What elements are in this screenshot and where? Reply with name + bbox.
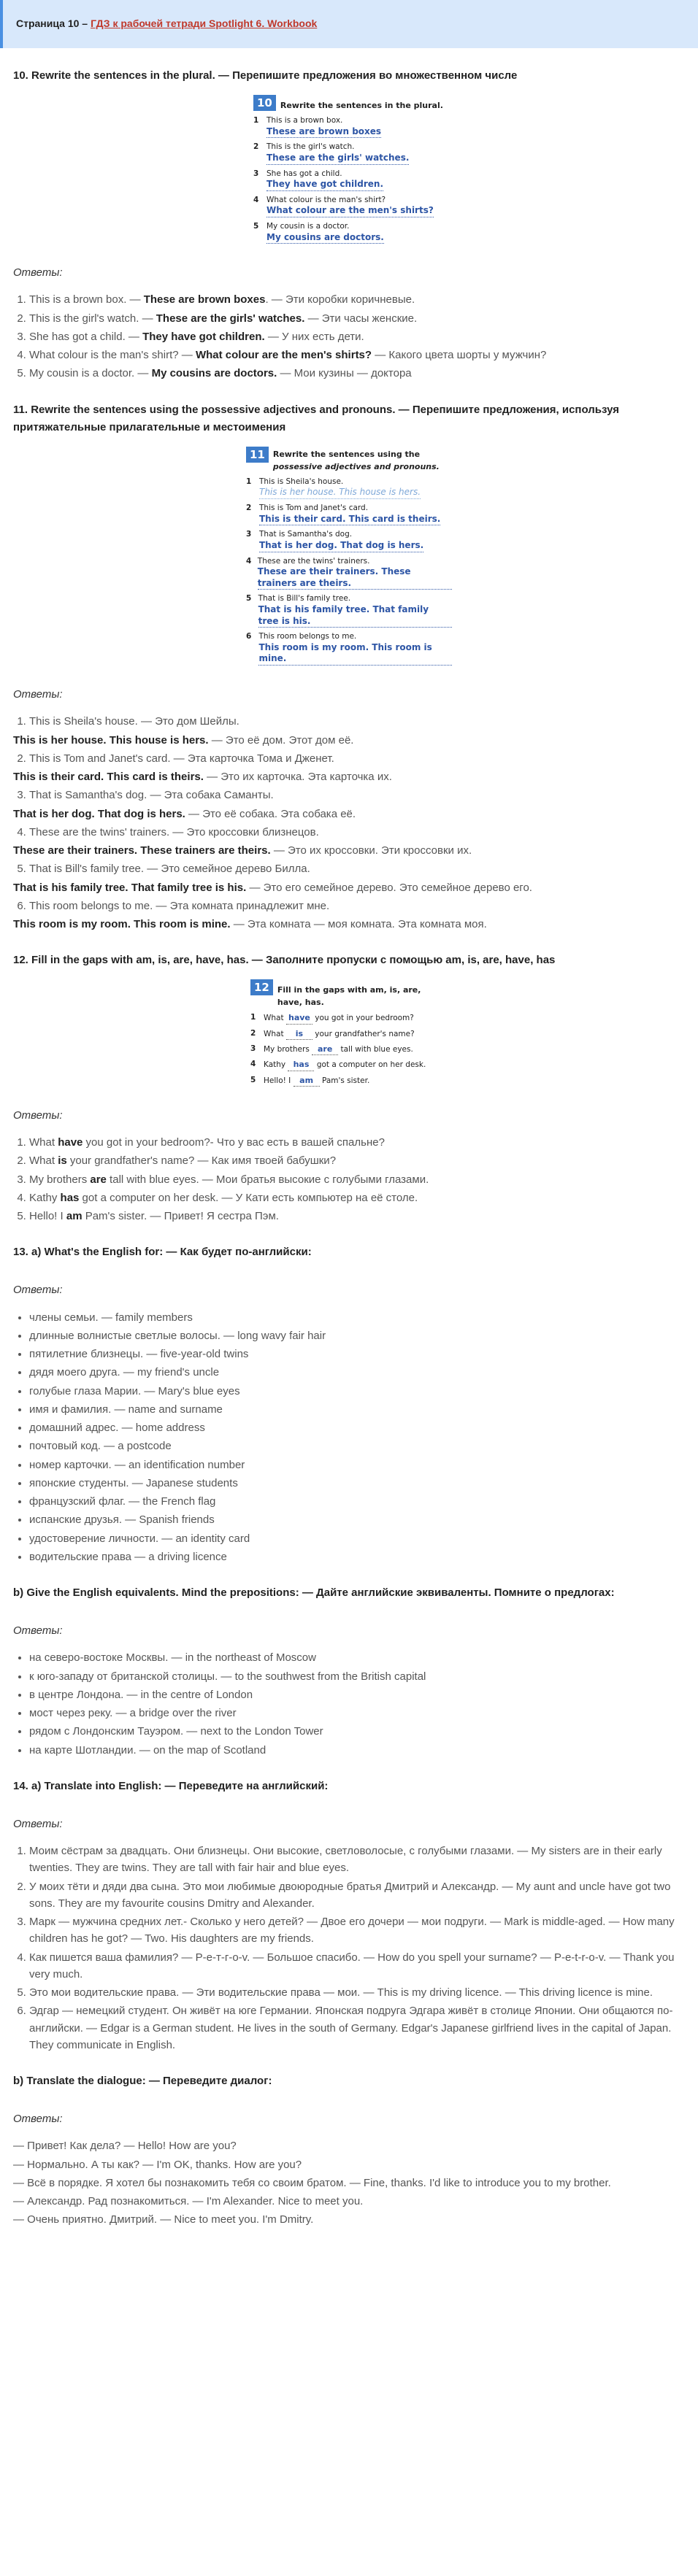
exercise-item (246, 504, 452, 525)
item-number: 2 (250, 1028, 256, 1038)
answer-text: This room is my room. This room is mine. (13, 918, 231, 930)
answer-question: This is Sheila's house. (29, 715, 138, 728)
exercise-item (246, 594, 452, 628)
answer-question-translation: — Эта карточка Тома и Дженет. (170, 752, 334, 765)
answer-text: This is their card. This card is theirs. (13, 771, 204, 783)
answer-line (13, 732, 685, 749)
answer-word: is (58, 1154, 67, 1168)
answer-item (13, 898, 685, 933)
exercise-item (253, 116, 445, 138)
exercise-title-line2: possessive adjectives and pronouns. (272, 461, 440, 471)
item-number: 1 (246, 477, 252, 486)
answer-question: That is Samantha's dog. (29, 789, 147, 802)
item-post: Pam's sister. (321, 1076, 370, 1085)
answer-item (29, 1134, 685, 1151)
answer-post: you got in your bedroom?- Что у вас есть в вашей спальне? (83, 1136, 385, 1149)
answers-13a-list (13, 1309, 685, 1566)
list-item: • голубые глаза Марии. — Mary's blue eyes (29, 1383, 685, 1400)
answer-translation: — Эта комната — моя комната. Эта комната моя. (230, 918, 487, 930)
item-number: 3 (250, 1044, 256, 1053)
answer-question-line (29, 860, 685, 877)
list-item: • длинные волнистые светлые волосы. — long wavy fair hair (29, 1327, 685, 1344)
answer-line (13, 768, 685, 785)
list-item: 3. Марк — мужчина средних лет.- Сколько у него детей? — Двое его дочери — мои подруги. — Mark is middle-aged. — How many children has he got? — Two. His daughters are my friends. (29, 1913, 685, 1948)
answer-question-translation: — Эта собака Саманты. (147, 789, 274, 802)
item-question: This is Sheila's house. (259, 477, 344, 486)
answer-translation: . — Эти коробки коричневые. (265, 293, 415, 306)
list-item: • номер карточки. — an identification number (29, 1457, 685, 1473)
answer-item (13, 787, 685, 822)
item-body (258, 632, 452, 666)
answer-pre: What (29, 1136, 58, 1149)
list-item: • рядом с Лондонским Тауэром. — next to the London Tower (29, 1723, 685, 1740)
exercise-11-image (246, 447, 452, 666)
answer-question-line (29, 824, 685, 841)
list-item: • к юго-западу от британской столицы. — to the southwest from the British capital (29, 1668, 685, 1685)
answer-item (29, 328, 685, 345)
item-answer: What colour are the men's shirts? (266, 205, 434, 217)
item-answer: My cousins are doctors. (266, 232, 384, 244)
answer-question: That is Bill's family tree. (29, 863, 145, 876)
item-pre: My brothers (264, 1044, 310, 1054)
answer-question-translation: — Это кроссовки близнецов. (169, 825, 319, 838)
item-answer: This room is my room. This room is mine. (258, 642, 452, 666)
item-answer: They have got children. (266, 179, 383, 191)
answer-item (13, 750, 685, 786)
answer-line (13, 916, 685, 933)
item-question: That is Bill's family tree. (258, 594, 351, 603)
answers-10-list (13, 291, 685, 382)
answer-item (29, 1208, 685, 1225)
answer-question: This is the girl's watch. — (29, 312, 153, 325)
exercise-number: 10 (253, 95, 276, 111)
answer-translation: — Это их кроссовки. Эти кроссовки их. (270, 844, 472, 857)
list-item: • водительские права — a driving licence (29, 1549, 685, 1565)
exercise-number: 11 (246, 447, 269, 463)
answer-text: My cousins are doctors. (151, 367, 277, 380)
item-post: got a computer on her desk. (316, 1060, 426, 1070)
answer-item (13, 860, 685, 896)
answer-translation: — Мои кузины — доктора (277, 367, 412, 380)
item-number: 1 (253, 116, 259, 126)
section-13a-heading: 13. a) What's the English for: — Как будет по-английски: (13, 1246, 312, 1259)
item-answer: That is his family tree. That family tree is his. (258, 604, 452, 628)
item-number: 4 (246, 556, 252, 566)
answer-item (29, 1171, 685, 1188)
answer-item (29, 365, 685, 382)
item-number: 2 (253, 142, 259, 152)
exercise-item (250, 1060, 448, 1071)
item-body (259, 477, 421, 499)
item-number: 5 (253, 221, 259, 231)
item-number: 4 (250, 1060, 256, 1069)
answer-post: got a computer on her desk. — У Кати есть компьютер на её столе. (79, 1191, 418, 1204)
list-item: • мост через реку. — a bridge over the river (29, 1705, 685, 1721)
dialogue (13, 2137, 685, 2228)
item-question: This is the girl's watch. (266, 142, 355, 152)
answer-translation: — Это его семейное дерево. Это семейное дерево его. (246, 881, 532, 894)
answers-label: Ответы: (13, 266, 63, 279)
item-question: She has got a child. (266, 169, 342, 178)
banner-prefix: Страница 10 – (16, 18, 88, 30)
answers-label: Ответы: (13, 2113, 63, 2126)
item-pre: Hello! I (264, 1076, 291, 1085)
answers-14a-list (13, 1843, 685, 2054)
answer-item (29, 291, 685, 308)
answer-question: This is Tom and Janet's card. (29, 752, 171, 765)
dialogue-line: — Всё в порядке. Я хотел бы познакомить тебя со своим братом. — Fine, thanks. I'd like to introduce you to my brother. (13, 2176, 611, 2189)
list-item: • имя и фамилия. — name and surname (29, 1401, 685, 1418)
answer-pre: My brothers (29, 1173, 91, 1186)
item-body (264, 1044, 413, 1055)
answer-item (29, 347, 685, 363)
item-number: 5 (246, 594, 252, 603)
answers-13b-list (13, 1649, 685, 1759)
list-item: 4. Как пишется ваша фамилия? — Р-е-т-г-о-v. — Большое спасибо. — How do you spell your surname? — P-e-t-r-o-v. — Thank you very much. (29, 1949, 685, 1983)
item-gap: has (288, 1060, 314, 1071)
list-item: 1. Моим сёстрам за двадцать. Они близнецы. Они высокие, светловолосые, с голубыми глазами. — My sisters are in their early twenties. They are twins. They are tall with fair hair and blue eyes. (29, 1843, 685, 1877)
answers-label: Ответы: (13, 1284, 63, 1297)
item-question: This room belongs to me. (258, 632, 357, 641)
item-answer: That is her dog. That dog is hers. (259, 540, 423, 552)
dialogue-line: — Александр. Рад познакомиться. — I'm Alexander. Nice to meet you. (13, 2195, 364, 2208)
item-pre: What (264, 1014, 284, 1023)
item-number: 5 (250, 1075, 256, 1084)
exercise-item (246, 557, 452, 590)
list-item: • французский флаг. — the French flag (29, 1493, 685, 1510)
item-body (266, 116, 381, 138)
list-item: • удостоверение личности. — an identity card (29, 1530, 685, 1547)
item-question: What colour is the man's shirt? (266, 195, 386, 204)
answer-text: This is her house. This house is hers. (13, 733, 209, 747)
item-number: 6 (246, 632, 252, 641)
exercise-title: Fill in the gaps with am, is, are, have, has. (277, 985, 421, 1008)
answer-word: have (58, 1136, 83, 1149)
exercise-item (253, 169, 445, 191)
answer-text: These are brown boxes (143, 293, 266, 306)
exercise-item (250, 1013, 448, 1024)
item-body (266, 222, 384, 244)
item-pre: What (264, 1029, 284, 1038)
answer-pre: Kathy (29, 1191, 61, 1204)
item-body (264, 1029, 415, 1040)
answer-item (29, 1152, 685, 1169)
item-post: you got in your bedroom? (315, 1014, 414, 1023)
list-item: 5. Это мои водительские права. — Эти водительские права — мои. — This is my driving licence. — This driving licence is mine. (29, 1984, 685, 2001)
answer-translation: — Это их карточка. Эта карточка их. (203, 771, 392, 783)
answer-question-line (29, 750, 685, 767)
section-14b-heading: b) Translate the dialogue: — Переведите диалог: (13, 2075, 272, 2088)
exercise-item (253, 142, 445, 164)
exercise-item (250, 1044, 448, 1055)
answer-question: What colour is the man's shirt? — (29, 349, 193, 362)
item-answer: These are the girls' watches. (266, 153, 409, 165)
answer-translation: — У них есть дети. (264, 330, 364, 343)
item-answer: This is her house. This house is hers. (259, 487, 421, 499)
answer-word: are (90, 1173, 107, 1186)
answer-question-translation: — Это семейное дерево Билла. (144, 863, 310, 876)
section-12-heading: 12. Fill in the gaps with am, is, are, have, has. — Заполните пропуски с помощью am, is, are, have, has (13, 954, 556, 967)
page-banner (0, 0, 698, 48)
item-number: 3 (246, 530, 252, 539)
answer-text: That is his family tree. That family tree is his. (13, 881, 247, 894)
list-item: • японские студенты. — Japanese students (29, 1475, 685, 1492)
answer-item (29, 310, 685, 327)
answer-item (13, 824, 685, 860)
item-answer: This is their card. This card is theirs. (259, 514, 440, 526)
answer-question-line (29, 898, 685, 914)
item-body (264, 1013, 414, 1024)
item-body (259, 504, 440, 525)
item-pre: Kathy (264, 1060, 286, 1070)
answer-word: am (66, 1210, 83, 1223)
section-10-heading: 10. Rewrite the sentences in the plural. — Перепишите предложения во множественном числе (13, 69, 518, 82)
exercise-10-image (253, 95, 445, 244)
answer-translation: — Какого цвета шорты у мужчин? (372, 349, 547, 362)
answers-label: Ответы: (13, 1108, 63, 1122)
item-answer: These are brown boxes (266, 126, 381, 139)
answer-line (13, 879, 685, 896)
exercise-item (250, 1029, 448, 1040)
item-number: 2 (246, 504, 252, 513)
answer-text: What colour are the men's shirts? (195, 349, 372, 362)
item-question: My cousin is a doctor. (266, 221, 350, 231)
answers-12-list (13, 1134, 685, 1225)
answer-question: This room belongs to me. (29, 899, 153, 912)
answer-question-line (29, 787, 685, 803)
answer-post: tall with blue eyes. — Мои братья высокие с голубыми глазами. (106, 1173, 429, 1186)
exercise-item (253, 222, 445, 244)
answer-pre: What (29, 1154, 58, 1168)
item-question: That is Samantha's dog. (259, 530, 353, 539)
answer-post: your grandfather's name? — Как имя твоей бабушки? (66, 1154, 337, 1168)
answer-translation: — Эти часы женские. (304, 312, 418, 325)
dialogue-line: — Нормально. А ты как? — I'm OK, thanks. How are you? (13, 2158, 302, 2171)
list-item: • на северо-востоке Москвы. — in the northeast of Moscow (29, 1649, 685, 1666)
list-item: 6. Эдгар — немецкий студент. Он живёт на юге Германии. Японская подруга Эдгара живёт в столице Японии. Они общаются по-английски. — Edgar is a German student. He lives in the south of Germany. Edgar's Japanese girlfriend lives in the capital of Japan. They communicate in English. (29, 2002, 685, 2054)
item-post: your grandfather's name? (315, 1029, 415, 1038)
exercise-item (250, 1076, 448, 1087)
answer-text: These are their trainers. These trainers are theirs. (13, 844, 271, 857)
answers-label: Ответы: (13, 1817, 63, 1830)
item-body (264, 1060, 426, 1071)
exercise-item (253, 196, 445, 217)
item-body (264, 1076, 369, 1087)
list-item: • испанские друзья. — Spanish friends (29, 1511, 685, 1528)
content (0, 67, 698, 2229)
list-item: 2. У моих тёти и дяди два сына. Это мои любимые двоюродные братья Дмитрий и Александр. — My aunt and uncle have got two sons. They are my favourite cousins Dmitry and Alexander. (29, 1878, 685, 1913)
item-question: This is Tom and Janet's card. (259, 504, 369, 513)
section-11-heading: 11. Rewrite the sentences using the possessive adjectives and pronouns. — Перепишите предложения, используя притяжательные прилагательные и местоимения (13, 403, 620, 433)
answer-line (13, 806, 685, 822)
exercise-item (246, 632, 452, 666)
answer-question: She has got a child. — (29, 330, 139, 343)
item-body (266, 142, 409, 164)
item-body (259, 530, 423, 552)
answer-question: This is a brown box. — (29, 293, 141, 306)
item-gap: have (286, 1013, 312, 1024)
item-gap: is (286, 1029, 312, 1040)
answer-line (13, 842, 685, 859)
list-item: • члены семьи. — family members (29, 1309, 685, 1326)
answer-text: That is her dog. That dog is hers. (13, 807, 185, 820)
list-item: • в центре Лондона. — in the centre of London (29, 1686, 685, 1703)
item-post: tall with blue eyes. (340, 1044, 413, 1054)
answer-question: These are the twins' trainers. (29, 825, 170, 838)
answer-question-translation: — Эта комната принадлежит мне. (153, 899, 330, 912)
answer-text: They have got children. (142, 330, 265, 343)
dialogue-line: — Очень приятно. Дмитрий. — Nice to meet you. I'm Dmitry. (13, 2213, 314, 2226)
item-body (258, 594, 452, 628)
section-13b-heading: b) Give the English equivalents. Mind the prepositions: — Дайте английские эквиваленты. Помните о предлогах: (13, 1586, 615, 1600)
list-item: • на карте Шотландии. — on the map of Scotland (29, 1742, 685, 1759)
exercise-item (246, 477, 452, 499)
dialogue-line: — Привет! Как дела? — Hello! How are you? (13, 2140, 237, 2153)
answers-label: Ответы: (13, 688, 63, 701)
list-item: • домашний адрес. — home address (29, 1419, 685, 1436)
item-number: 1 (250, 1013, 256, 1022)
answer-pre: Hello! I (29, 1210, 66, 1223)
item-question: This is a brown box. (266, 116, 343, 126)
section-14a-heading: 14. a) Translate into English: — Переведите на английский: (13, 1779, 329, 1792)
answer-translation: — Это её дом. Этот дом её. (208, 733, 354, 747)
item-question: These are the twins' trainers. (257, 556, 370, 566)
item-number: 3 (253, 169, 259, 178)
answers-label: Ответы: (13, 1624, 63, 1638)
answers-11-list (13, 713, 685, 933)
exercise-number: 12 (250, 979, 273, 995)
exercise-item (246, 530, 452, 552)
exercise-title-line1: Rewrite the sentences using the (272, 449, 421, 459)
item-number: 4 (253, 195, 259, 204)
answer-question: My cousin is a doctor. — (29, 367, 149, 380)
answer-question-line (29, 713, 685, 730)
answer-translation: — Это её собака. Эта собака её. (185, 807, 356, 820)
answer-word: has (60, 1191, 80, 1204)
answer-question-translation: — Это дом Шейлы. (137, 715, 239, 728)
item-body (266, 169, 383, 191)
workbook-link[interactable]: ГДЗ к рабочей тетради Spotlight 6. Workbook (91, 18, 318, 30)
item-gap: am (294, 1076, 320, 1087)
answer-item (29, 1189, 685, 1206)
item-gap: are (312, 1044, 338, 1055)
exercise-12-image (250, 979, 448, 1087)
answer-text: These are the girls' watches. (156, 312, 305, 325)
answer-item (13, 713, 685, 749)
answer-post: Pam's sister. — Привет! Я сестра Пэм. (82, 1210, 279, 1223)
list-item: • почтовый код. — a postcode (29, 1438, 685, 1454)
exercise-title: Rewrite the sentences in the plural. (280, 101, 443, 110)
list-item: • пятилетние близнецы. — five-year-old twins (29, 1346, 685, 1362)
item-body (258, 557, 452, 590)
item-answer: These are their trainers. These trainers are theirs. (258, 566, 452, 590)
item-body (266, 196, 434, 217)
list-item: • дядя моего друга. — my friend's uncle (29, 1364, 685, 1381)
